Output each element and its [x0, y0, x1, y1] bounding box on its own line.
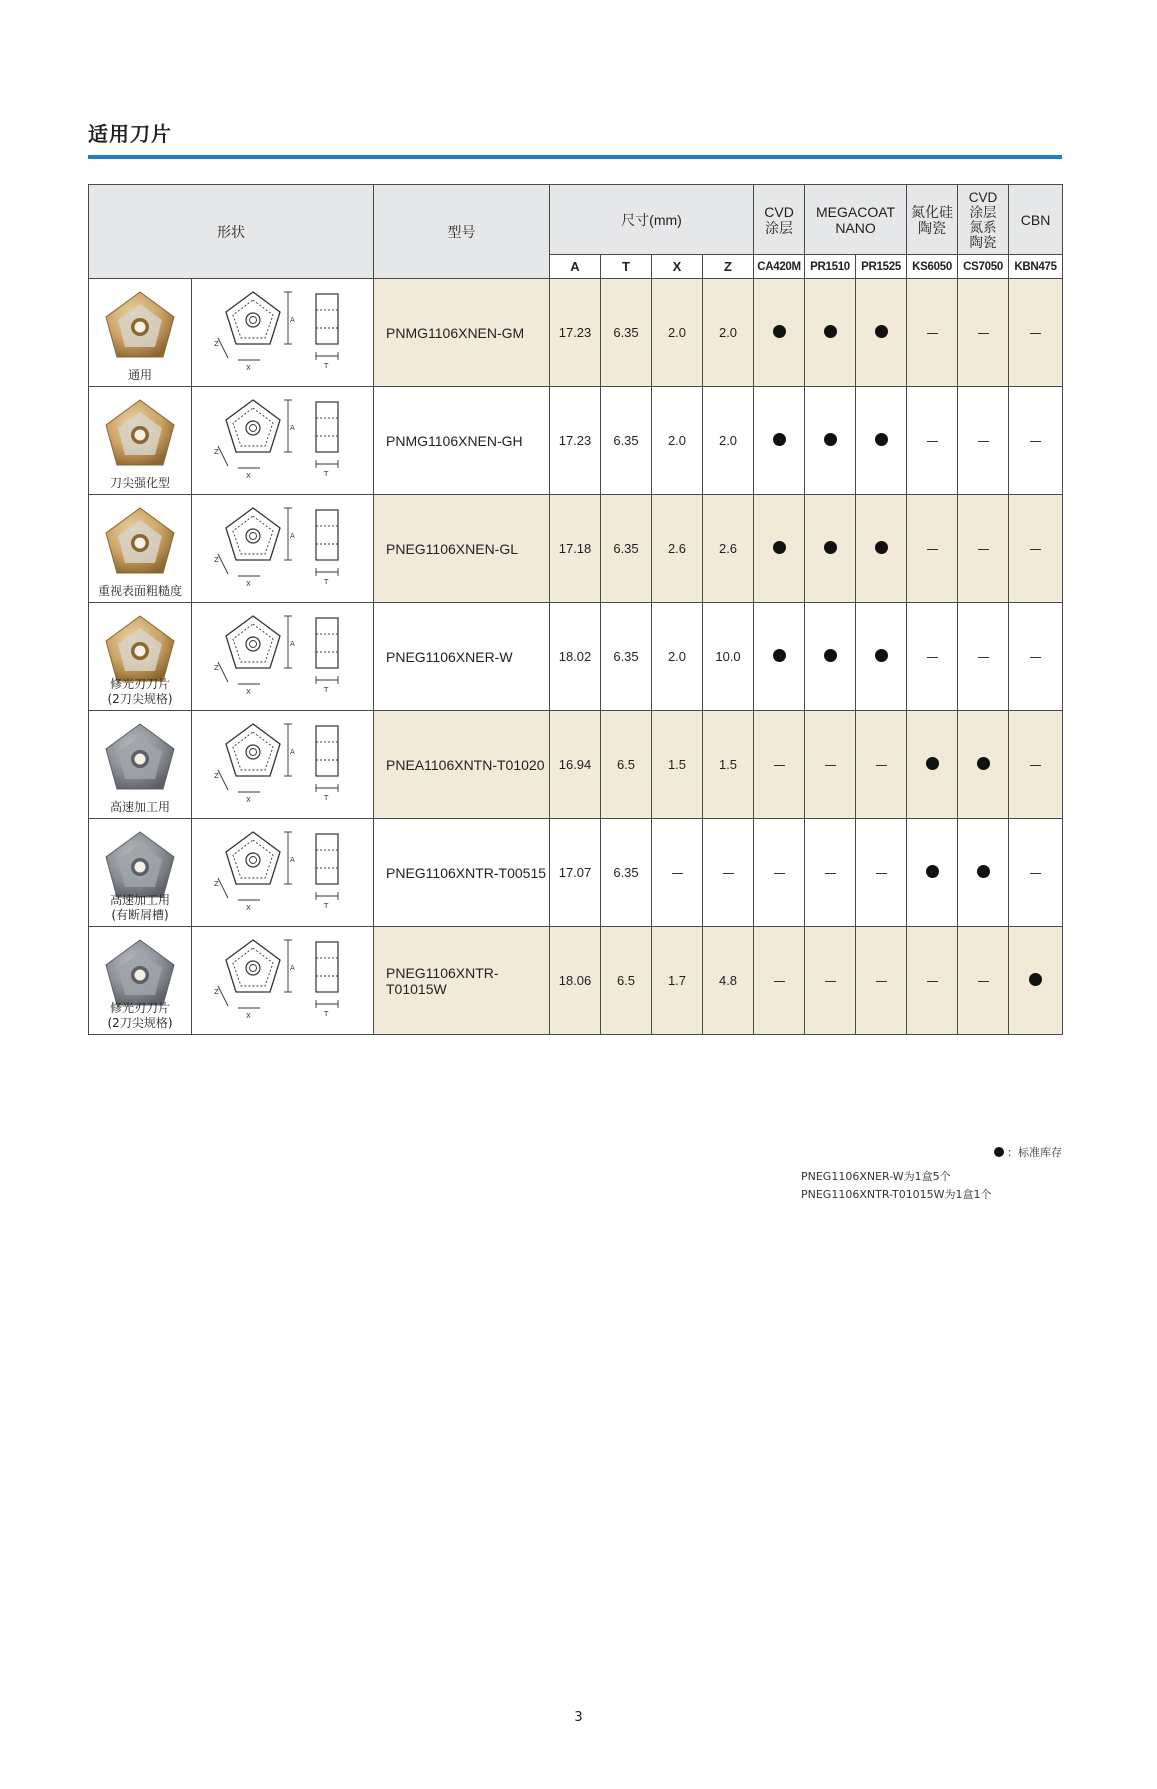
grade-availability — [1009, 927, 1063, 1035]
stock-dot-icon — [824, 433, 837, 446]
svg-text:A: A — [289, 424, 295, 432]
grade-availability — [1009, 711, 1063, 819]
svg-text:Z: Z — [213, 448, 219, 456]
dash-icon — [825, 873, 836, 875]
dash-icon — [1030, 333, 1041, 335]
insert-caption: 高速加工用 — [109, 800, 170, 814]
grade-availability — [1009, 495, 1063, 603]
grade-ks6050: KS6050 — [907, 255, 958, 279]
stock-dot-icon — [1029, 973, 1042, 986]
note-line: PNEG1106XNTR-T01015W为1盒1个 — [801, 1188, 992, 1201]
insert-caption: 通用 — [127, 368, 152, 382]
grade-availability — [754, 711, 805, 819]
dim-z-value: 10.0 — [703, 603, 754, 711]
dim-a-value: 17.07 — [550, 819, 601, 927]
legend — [994, 1144, 1062, 1160]
header-group-cs: CVD 涂层 氮系 陶瓷 — [958, 185, 1009, 255]
grade-availability — [805, 603, 856, 711]
grade-availability — [805, 819, 856, 927]
dim-t-value: 6.35 — [601, 495, 652, 603]
title-rule — [88, 155, 1062, 159]
dim-a-value: 17.23 — [550, 279, 601, 387]
table-row — [89, 603, 1063, 711]
stock-dot-icon — [824, 541, 837, 554]
svg-text:Z: Z — [213, 772, 219, 780]
grade-availability — [856, 711, 907, 819]
grade-availability — [907, 279, 958, 387]
dim-z-value: 4.8 — [703, 927, 754, 1035]
dash-icon — [927, 549, 938, 551]
grade-availability — [958, 495, 1009, 603]
grade-availability — [856, 603, 907, 711]
stock-dot-icon — [926, 757, 939, 770]
model-code: PNEG1106XNER-W — [374, 603, 550, 711]
svg-text:T: T — [323, 794, 328, 802]
grade-availability — [856, 819, 907, 927]
grade-cs7050: CS7050 — [958, 255, 1009, 279]
table-row — [89, 819, 1063, 927]
svg-text:Z: Z — [213, 988, 219, 996]
dimension-drawing — [192, 819, 374, 927]
dimension-drawing — [192, 927, 374, 1035]
insert-image-icon — [101, 395, 179, 478]
insert-photo — [89, 927, 192, 1035]
dim-t: T — [601, 255, 652, 279]
svg-text:X: X — [245, 688, 251, 696]
insert-photo — [89, 279, 192, 387]
dim-x-value: 2.6 — [652, 495, 703, 603]
stock-dot-icon — [773, 541, 786, 554]
grade-ca420m: CA420M — [754, 255, 805, 279]
model-code: PNMG1106XNEN-GH — [374, 387, 550, 495]
dim-z-value: 2.6 — [703, 495, 754, 603]
header-group-cbn: CBN — [1009, 185, 1063, 255]
table-row — [89, 927, 1063, 1035]
dash-icon — [876, 765, 887, 767]
stock-dot-icon — [875, 541, 888, 554]
stock-dot-icon — [875, 325, 888, 338]
svg-text:A: A — [289, 964, 295, 972]
svg-text:T: T — [323, 362, 328, 370]
grade-availability — [805, 711, 856, 819]
grade-availability — [907, 603, 958, 711]
stock-dot-icon — [824, 649, 837, 662]
page-number: 3 — [574, 1710, 583, 1725]
svg-text:A: A — [289, 532, 295, 540]
dim-x: X — [652, 255, 703, 279]
dash-icon — [1030, 549, 1041, 551]
grade-availability — [754, 387, 805, 495]
dim-t-value: 6.35 — [601, 279, 652, 387]
svg-text:A: A — [289, 640, 295, 648]
dim-x-value: 1.7 — [652, 927, 703, 1035]
insert-caption: 修光刃刀片 (2刀尖规格) — [107, 677, 173, 706]
dash-icon — [978, 441, 989, 443]
grade-availability — [958, 927, 1009, 1035]
model-code: PNEA1106XNTN-T01020 — [374, 711, 550, 819]
svg-text:T: T — [323, 470, 328, 478]
dash-icon — [825, 981, 836, 983]
notes — [801, 1168, 992, 1204]
grade-availability — [1009, 819, 1063, 927]
insert-image-icon — [101, 719, 179, 802]
stock-dot-icon — [977, 757, 990, 770]
grade-availability — [958, 279, 1009, 387]
header-group-megacoat: MEGACOAT NANO — [805, 185, 907, 255]
dash-icon — [1030, 441, 1041, 443]
dimension-drawing — [192, 387, 374, 495]
table-row — [89, 495, 1063, 603]
dim-a: A — [550, 255, 601, 279]
header-size: 尺寸(mm) — [550, 185, 754, 255]
dash-icon — [1030, 657, 1041, 659]
svg-text:Z: Z — [213, 340, 219, 348]
dim-x-value: 2.0 — [652, 387, 703, 495]
dim-z-value: 1.5 — [703, 711, 754, 819]
svg-text:Z: Z — [213, 880, 219, 888]
grade-availability — [805, 279, 856, 387]
page-title: 适用刀片 — [88, 122, 172, 146]
insert-caption: 刀尖强化型 — [109, 476, 170, 490]
svg-text:T: T — [323, 578, 328, 586]
dim-z-value: 2.0 — [703, 279, 754, 387]
dash-icon — [672, 873, 683, 875]
grade-availability — [1009, 387, 1063, 495]
dim-t-value: 6.5 — [601, 711, 652, 819]
grade-availability — [958, 603, 1009, 711]
grade-availability — [958, 711, 1009, 819]
table-row — [89, 711, 1063, 819]
insert-caption: 修光刃刀片 (2刀尖规格) — [107, 1001, 173, 1030]
grade-availability — [958, 819, 1009, 927]
svg-text:T: T — [323, 686, 328, 694]
dash-icon — [1030, 873, 1041, 875]
grade-kbn475: KBN475 — [1009, 255, 1063, 279]
insert-image-icon — [101, 503, 179, 586]
grade-availability — [754, 819, 805, 927]
grade-availability — [754, 603, 805, 711]
grade-pr1510: PR1510 — [805, 255, 856, 279]
note-line: PNEG1106XNER-W为1盒5个 — [801, 1170, 951, 1183]
dash-icon — [927, 981, 938, 983]
grade-availability — [754, 279, 805, 387]
stock-dot-icon — [875, 649, 888, 662]
dim-z-value — [703, 819, 754, 927]
dash-icon — [978, 981, 989, 983]
grade-availability — [856, 279, 907, 387]
insert-photo — [89, 495, 192, 603]
model-code: PNMG1106XNEN-GM — [374, 279, 550, 387]
dash-icon — [723, 873, 734, 875]
grade-availability — [856, 927, 907, 1035]
table-row — [89, 387, 1063, 495]
model-code: PNEG1106XNTR-T01015W — [374, 927, 550, 1035]
dim-a-value: 18.02 — [550, 603, 601, 711]
svg-text:X: X — [245, 580, 251, 588]
svg-text:A: A — [289, 748, 295, 756]
grade-availability — [856, 387, 907, 495]
svg-text:A: A — [289, 316, 295, 324]
dash-icon — [774, 873, 785, 875]
stock-dot-icon — [824, 325, 837, 338]
stock-dot-icon — [773, 433, 786, 446]
grade-pr1525: PR1525 — [856, 255, 907, 279]
svg-text:T: T — [323, 1010, 328, 1018]
dash-icon — [876, 981, 887, 983]
dim-x-value — [652, 819, 703, 927]
grade-availability — [907, 819, 958, 927]
grade-availability — [907, 387, 958, 495]
grade-availability — [754, 927, 805, 1035]
table-row — [89, 279, 1063, 387]
svg-text:X: X — [245, 472, 251, 480]
stock-dot-icon — [926, 865, 939, 878]
grade-availability — [805, 495, 856, 603]
dash-icon — [825, 765, 836, 767]
dim-x-value: 2.0 — [652, 603, 703, 711]
legend-text: ：标准库存 — [1007, 1146, 1062, 1159]
header-group-cvd: CVD 涂层 — [754, 185, 805, 255]
dash-icon — [927, 333, 938, 335]
insert-caption: 重视表面粗糙度 — [97, 584, 182, 598]
dim-z: Z — [703, 255, 754, 279]
svg-text:X: X — [245, 1012, 251, 1020]
dim-t-value: 6.35 — [601, 387, 652, 495]
header-group-ks: 氮化硅 陶瓷 — [907, 185, 958, 255]
stock-dot-icon — [773, 649, 786, 662]
grade-availability — [754, 495, 805, 603]
dash-icon — [927, 657, 938, 659]
dash-icon — [978, 657, 989, 659]
stock-dot-icon — [977, 865, 990, 878]
header-shape: 形状 — [89, 185, 374, 279]
svg-text:A: A — [289, 856, 295, 864]
dim-a-value: 17.18 — [550, 495, 601, 603]
dim-t-value: 6.35 — [601, 819, 652, 927]
model-code: PNEG1106XNTR-T00515 — [374, 819, 550, 927]
grade-availability — [1009, 279, 1063, 387]
model-code: PNEG1106XNEN-GL — [374, 495, 550, 603]
header-model: 型号 — [374, 185, 550, 279]
grade-availability — [907, 495, 958, 603]
svg-text:X: X — [245, 904, 251, 912]
dim-t-value: 6.35 — [601, 603, 652, 711]
grade-availability — [958, 387, 1009, 495]
dash-icon — [774, 765, 785, 767]
dash-icon — [927, 441, 938, 443]
stock-dot-icon — [875, 433, 888, 446]
insert-photo — [89, 387, 192, 495]
dash-icon — [978, 549, 989, 551]
stock-dot-icon — [773, 325, 786, 338]
grade-availability — [805, 927, 856, 1035]
dim-a-value: 17.23 — [550, 387, 601, 495]
grade-availability — [907, 711, 958, 819]
dim-x-value: 1.5 — [652, 711, 703, 819]
svg-text:X: X — [245, 796, 251, 804]
svg-text:Z: Z — [213, 664, 219, 672]
dimension-drawing — [192, 711, 374, 819]
dimension-drawing — [192, 495, 374, 603]
insert-caption: 高速加工用 (有断屑槽) — [109, 893, 170, 922]
svg-text:T: T — [323, 902, 328, 910]
insert-photo — [89, 603, 192, 711]
dimension-drawing — [192, 603, 374, 711]
dimension-drawing — [192, 279, 374, 387]
dash-icon — [774, 981, 785, 983]
insert-photo — [89, 711, 192, 819]
grade-availability — [805, 387, 856, 495]
dim-t-value: 6.5 — [601, 927, 652, 1035]
grade-availability — [1009, 603, 1063, 711]
dash-icon — [1030, 765, 1041, 767]
dim-x-value: 2.0 — [652, 279, 703, 387]
grade-availability — [907, 927, 958, 1035]
svg-text:Z: Z — [213, 556, 219, 564]
dim-z-value: 2.0 — [703, 387, 754, 495]
dim-a-value: 16.94 — [550, 711, 601, 819]
dash-icon — [876, 873, 887, 875]
stock-dot-icon — [994, 1147, 1004, 1157]
insert-image-icon — [101, 287, 179, 370]
dash-icon — [978, 333, 989, 335]
insert-table — [88, 184, 1063, 1035]
grade-availability — [856, 495, 907, 603]
insert-photo — [89, 819, 192, 927]
dim-a-value: 18.06 — [550, 927, 601, 1035]
svg-text:X: X — [245, 364, 251, 372]
